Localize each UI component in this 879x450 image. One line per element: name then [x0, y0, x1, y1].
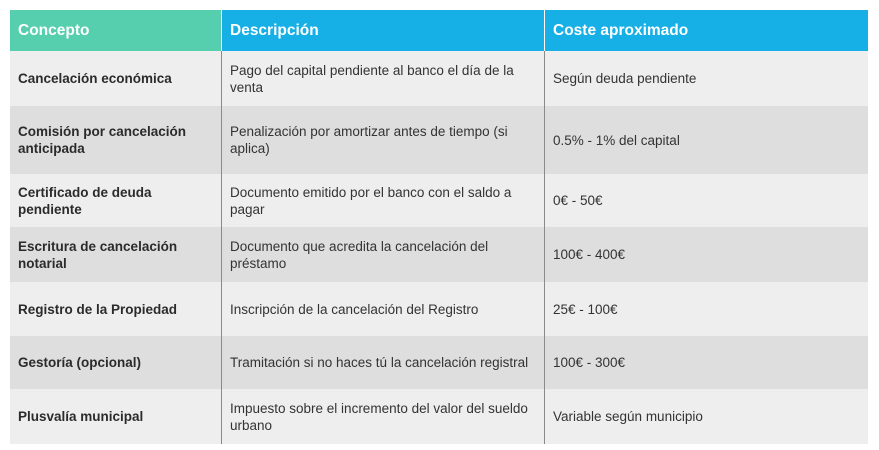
cell-concepto: Registro de la Propiedad: [10, 282, 221, 336]
cell-concepto: Gestoría (opcional): [10, 336, 221, 389]
table-header-row: [10, 10, 868, 51]
cell-coste: Según deuda pendiente: [544, 51, 868, 106]
cell-concepto: Certificado de deuda pendiente: [10, 174, 221, 227]
cell-descripcion: Penalización por amortizar antes de tiempo (si aplica): [221, 106, 544, 174]
table-row: [10, 389, 868, 444]
cell-descripcion: Impuesto sobre el incremento del valor del sueldo urbano: [221, 389, 544, 444]
table-row: [10, 51, 868, 106]
table-row: [10, 174, 868, 227]
cell-descripcion: Inscripción de la cancelación del Registro: [221, 282, 544, 336]
cell-concepto: Cancelación económica: [10, 51, 221, 106]
cell-concepto: Comisión por cancelación anticipada: [10, 106, 221, 174]
cell-coste: Variable según municipio: [544, 389, 868, 444]
table-row: [10, 282, 868, 336]
cell-descripcion: Tramitación si no haces tú la cancelación registral: [221, 336, 544, 389]
cell-coste: 0.5% - 1% del capital: [544, 106, 868, 174]
header-descripcion: Descripción: [222, 10, 544, 51]
cell-descripcion: Pago del capital pendiente al banco el día de la venta: [221, 51, 544, 106]
cell-concepto: Escritura de cancelación notarial: [10, 227, 221, 282]
table-row: [10, 336, 868, 389]
cell-coste: 100€ - 400€: [544, 227, 868, 282]
header-coste: Coste aproximado: [545, 10, 868, 51]
header-concepto: Concepto: [10, 10, 221, 51]
table-row: [10, 106, 868, 174]
cell-coste: 0€ - 50€: [544, 174, 868, 227]
cell-descripcion: Documento emitido por el banco con el saldo a pagar: [221, 174, 544, 227]
cell-descripcion: Documento que acredita la cancelación del préstamo: [221, 227, 544, 282]
cell-coste: 25€ - 100€: [544, 282, 868, 336]
cost-table: [10, 10, 868, 444]
cell-coste: 100€ - 300€: [544, 336, 868, 389]
cell-concepto: Plusvalía municipal: [10, 389, 221, 444]
table-row: [10, 227, 868, 282]
